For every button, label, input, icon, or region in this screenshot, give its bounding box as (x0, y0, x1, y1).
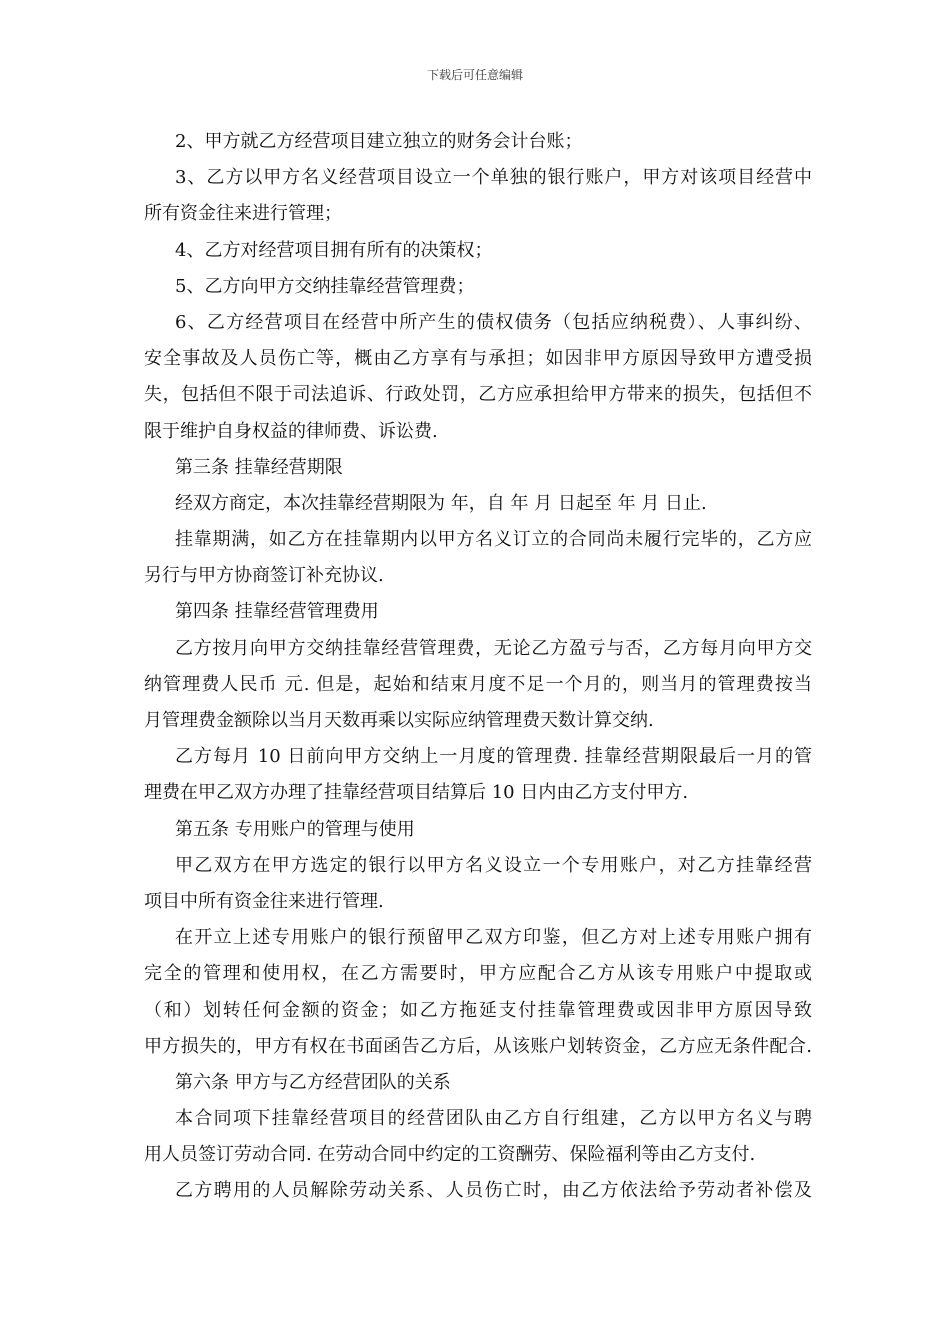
text-line: 甲方损失的，甲方有权在书面函告乙方后，从该账户划转资金，乙方应无条件配合. (144, 1035, 812, 1057)
text-line: 经双方商定，本次挂靠经营期限为 年，自 年 月 日起至 年 月 日止. (175, 492, 707, 514)
text-line: 6、乙方经营项目在经营中所产生的债权债务（包括应纳税费）、人事纠纷、 (175, 311, 812, 333)
text-line: 3、乙方以甲方名义经营项目设立一个单独的银行账户，甲方对该项目经营中 (175, 167, 812, 189)
text-line: 安全事故及人员伤亡等，概由乙方享有与承担；如因非甲方原因导致甲方遭受损 (144, 348, 812, 370)
text-line: 限于维护自身权益的律师费、诉讼费. (144, 420, 438, 442)
text-line: 完全的管理和使用权，在乙方需要时，甲方应配合乙方从该专用账户中提取或 (144, 963, 812, 985)
text-line: 纳管理费人民币 元. 但是，起始和结束月度不足一个月的，则当月的管理费按当 (144, 673, 812, 695)
text-line: 项目中所有资金往来进行管理. (144, 890, 384, 912)
text-line: 甲乙双方在甲方选定的银行以甲方名义设立一个专用账户，对乙方挂靠经营 (175, 854, 812, 876)
text-line: 第五条 专用账户的管理与使用 (175, 818, 415, 840)
text-line: 5、乙方向甲方交纳挂靠经营管理费； (175, 275, 475, 297)
text-line: 另行与甲方协商签订补充协议. (144, 565, 384, 587)
text-line: 失，包括但不限于司法追诉、行政处罚，乙方应承担给甲方带来的损失，包括但不 (144, 384, 812, 406)
text-line: 挂靠期满，如乙方在挂靠期内以甲方名义订立的合同尚未履行完毕的，乙方应 (175, 529, 812, 551)
text-line: 用人员签订劳动合同. 在劳动合同中约定的工资酬劳、保险福利等由乙方支付. (144, 1144, 756, 1166)
text-line: 乙方聘用的人员解除劳动关系、人员伤亡时，由乙方依法给予劳动者补偿及 (175, 1180, 812, 1202)
text-line: 理费在甲乙双方办理了挂靠经营项目结算后 10 日内由乙方支付甲方. (144, 782, 689, 804)
text-line: 4、乙方对经营项目拥有所有的决策权； (175, 239, 493, 261)
text-line: 乙方按月向甲方交纳挂靠经营管理费，无论乙方盈亏与否，乙方每月向甲方交 (175, 637, 812, 659)
text-line: 乙方每月 10 日前向甲方交纳上一月度的管理费. 挂靠经营期限最后一月的管 (175, 746, 812, 768)
text-line: （和）划转任何金额的资金；如乙方拖延支付挂靠管理费或因非甲方原因导致 (144, 999, 812, 1021)
document-body (144, 124, 812, 1210)
text-line: 第六条 甲方与乙方经营团队的关系 (175, 1071, 451, 1093)
text-line: 第三条 挂靠经营期限 (175, 456, 343, 478)
text-line: 本合同项下挂靠经营项目的经营团队由乙方自行组建，乙方以甲方名义与聘 (175, 1108, 812, 1130)
text-line: 月管理费金额除以当月天数再乘以实际应纳管理费天数计算交纳. (144, 710, 654, 731)
page-header: 下载后可任意编辑 (426, 68, 523, 82)
text-line: 在开立上述专用账户的银行预留甲乙双方印鉴，但乙方对上述专用账户拥有 (175, 927, 812, 949)
text-line: 所有资金往来进行管理； (144, 203, 342, 225)
text-line: 第四条 挂靠经营管理费用 (175, 601, 379, 623)
text-line: 2、甲方就乙方经营项目建立独立的财务会计台账； (175, 131, 583, 152)
